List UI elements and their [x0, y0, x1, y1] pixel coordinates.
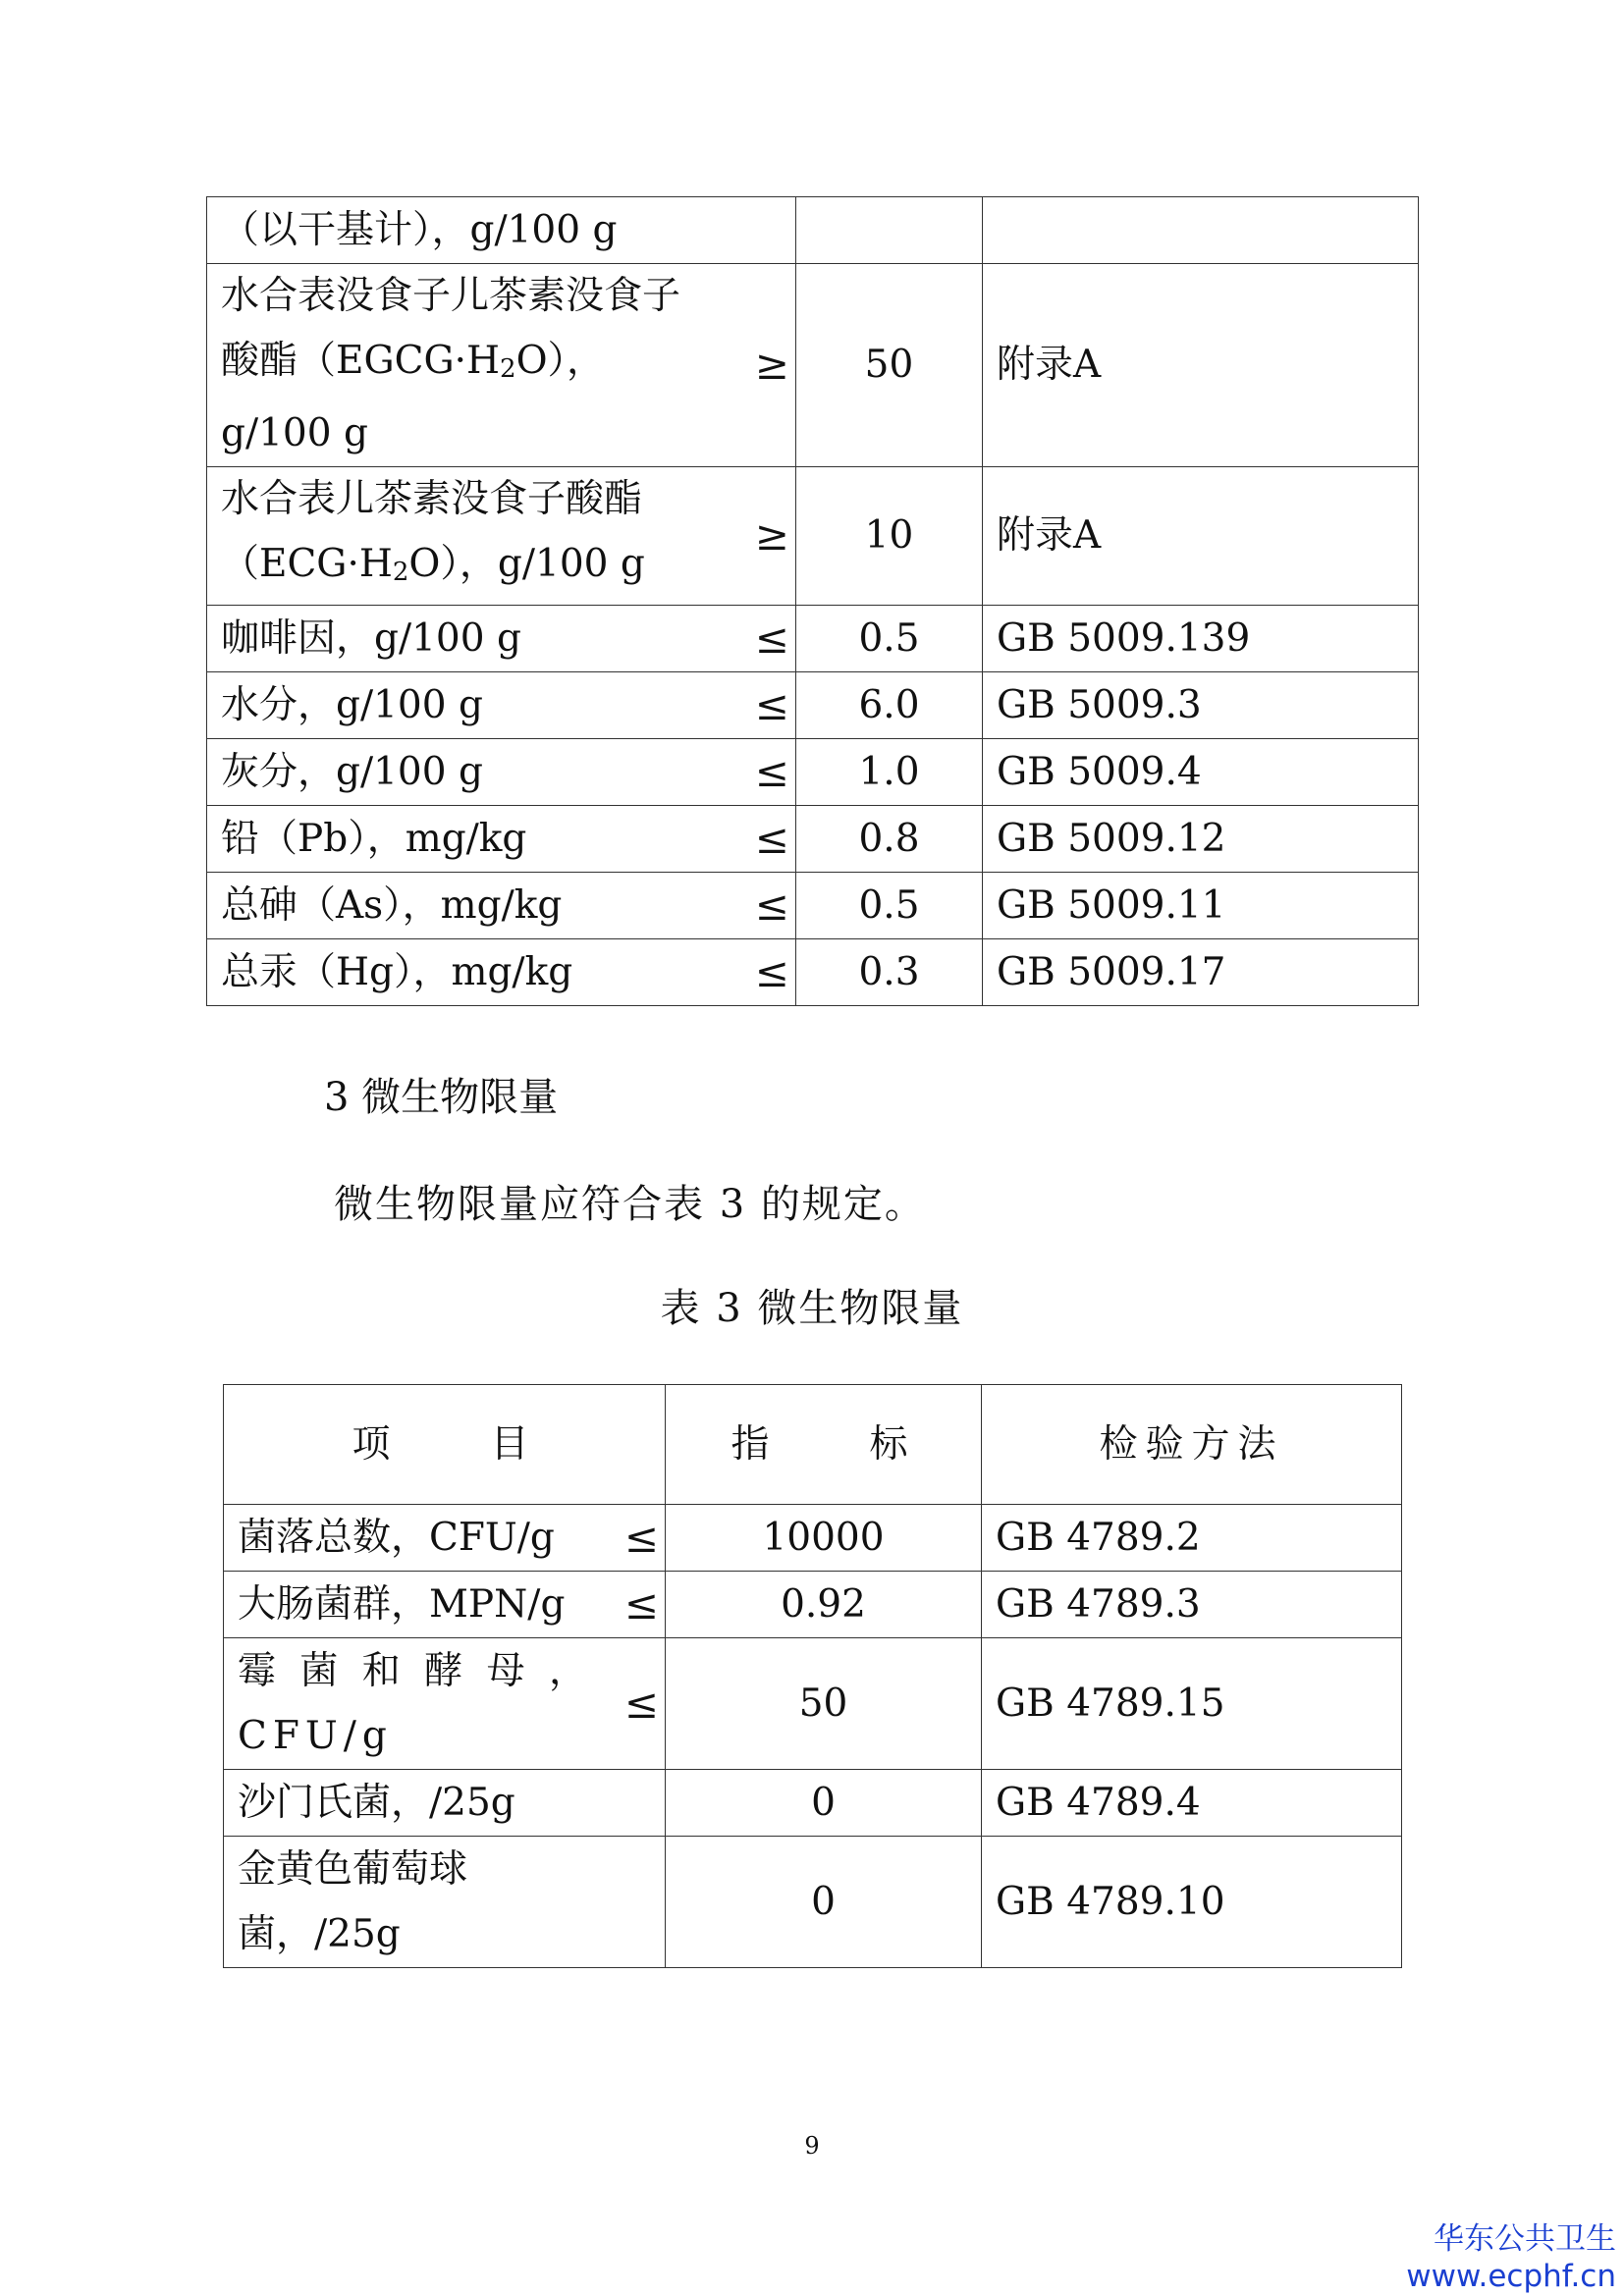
method-cell: 附录A — [983, 467, 1419, 606]
watermark-title: 华东公共卫生 — [1434, 2221, 1616, 2257]
item-cell — [207, 467, 708, 606]
symbol-cell: ≤ — [607, 1572, 666, 1638]
item-cell: 铅（Pb），mg/kg — [207, 806, 708, 873]
table-row — [207, 939, 1419, 1006]
table-row — [207, 467, 1419, 606]
item-cell: 大肠菌群，MPN/g — [224, 1572, 607, 1638]
item-cell: （以干基计），g/100 g — [207, 197, 708, 264]
table-row — [207, 873, 1419, 939]
table-row — [207, 806, 1419, 873]
subscript: 2 — [392, 558, 409, 587]
value-cell: 1.0 — [796, 739, 983, 806]
method-cell: GB 5009.3 — [983, 672, 1419, 739]
table-row — [224, 1837, 1402, 1968]
method-cell: GB 4789.2 — [982, 1505, 1402, 1572]
symbol-cell — [708, 197, 796, 264]
item-text: O），g/100 g — [408, 542, 645, 586]
item-cell: 灰分，g/100 g — [207, 739, 708, 806]
item-cell: 霉 菌 和 酵 母 ， CFU/g — [224, 1638, 607, 1770]
value-cell: 0.92 — [666, 1572, 982, 1638]
table-row — [207, 264, 1419, 467]
value-cell: 0 — [666, 1770, 982, 1837]
symbol-cell: ≤ — [607, 1638, 666, 1770]
item-cell: 金黄色葡萄球菌，/25g — [224, 1837, 607, 1968]
method-cell: GB 4789.10 — [982, 1837, 1402, 1968]
value-cell: 10000 — [666, 1505, 982, 1572]
symbol-cell: ≤ — [708, 939, 796, 1006]
section-paragraph: 微生物限量应符合表 3 的规定。 — [334, 1182, 926, 1227]
method-cell: GB 4789.3 — [982, 1572, 1402, 1638]
item-cell: 咖啡因，g/100 g — [207, 606, 708, 672]
watermark-url[interactable]: www.ecphf.cn — [1406, 2259, 1616, 2294]
item-cell: 总汞（Hg），mg/kg — [207, 939, 708, 1006]
method-cell: GB 4789.4 — [982, 1770, 1402, 1837]
value-cell: 10 — [796, 467, 983, 606]
symbol-cell — [607, 1837, 666, 1968]
value-cell: 0.8 — [796, 806, 983, 873]
method-cell: GB 5009.17 — [983, 939, 1419, 1006]
method-cell: GB 5009.11 — [983, 873, 1419, 939]
symbol-cell: ≤ — [708, 739, 796, 806]
method-cell — [983, 197, 1419, 264]
microbial-limit-table — [223, 1384, 1402, 1968]
symbol-cell: ≥ — [708, 264, 796, 467]
item-cell: 水分，g/100 g — [207, 672, 708, 739]
item-cell: 沙门氏菌，/25g — [224, 1770, 607, 1837]
table-row — [224, 1505, 1402, 1572]
symbol-cell: ≤ — [708, 873, 796, 939]
value-cell: 0.5 — [796, 873, 983, 939]
subscript: 2 — [500, 354, 516, 384]
value-cell: 0.5 — [796, 606, 983, 672]
value-cell: 50 — [796, 264, 983, 467]
section-heading: 3 微生物限量 — [324, 1075, 559, 1120]
page-number: 9 — [804, 2132, 820, 2160]
table-row — [207, 672, 1419, 739]
header-indicator: 指 标 — [666, 1385, 982, 1505]
value-cell — [796, 197, 983, 264]
symbol-cell: ≤ — [708, 806, 796, 873]
table-row — [207, 739, 1419, 806]
table-caption: 表 3 微生物限量 — [660, 1286, 964, 1331]
table-row — [224, 1638, 1402, 1770]
symbol-cell — [607, 1770, 666, 1837]
value-cell: 0.3 — [796, 939, 983, 1006]
item-text: O），g/100 g — [221, 339, 606, 455]
method-cell: GB 5009.12 — [983, 806, 1419, 873]
value-cell: 50 — [666, 1638, 982, 1770]
symbol-cell: ≥ — [708, 467, 796, 606]
value-cell: 6.0 — [796, 672, 983, 739]
item-text: 水合表没食子儿茶素没食子酸酯（EGCG·H — [221, 274, 681, 383]
header-method: 检验方法 — [982, 1385, 1402, 1505]
symbol-cell: ≤ — [607, 1505, 666, 1572]
header-item: 项 目 — [224, 1385, 666, 1505]
item-cell: 总砷（As），mg/kg — [207, 873, 708, 939]
item-cell: 菌落总数，CFU/g — [224, 1505, 607, 1572]
value-cell: 0 — [666, 1837, 982, 1968]
table-row — [207, 606, 1419, 672]
method-cell: 附录A — [983, 264, 1419, 467]
table-header-row — [224, 1385, 1402, 1505]
item-cell — [207, 264, 708, 467]
table-row — [224, 1572, 1402, 1638]
symbol-cell: ≤ — [708, 672, 796, 739]
method-cell: GB 5009.139 — [983, 606, 1419, 672]
method-cell: GB 5009.4 — [983, 739, 1419, 806]
table-row — [207, 197, 1419, 264]
table-row — [224, 1770, 1402, 1837]
quality-indicator-table — [206, 196, 1419, 1006]
item-text: 水合表儿茶素没食子酸酯（ECG·H — [221, 477, 643, 586]
symbol-cell: ≤ — [708, 606, 796, 672]
watermark — [1406, 2220, 1616, 2295]
method-cell: GB 4789.15 — [982, 1638, 1402, 1770]
